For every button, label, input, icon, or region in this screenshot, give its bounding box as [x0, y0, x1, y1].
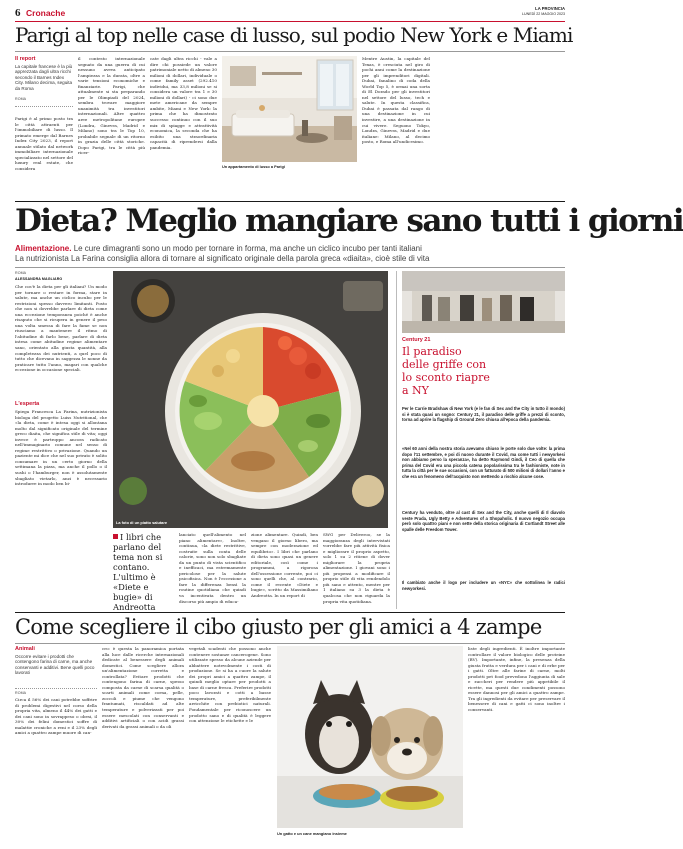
paper-name: LA PROVINCIA	[535, 6, 565, 11]
article3-rule	[15, 643, 565, 644]
issue-date: LUNEDÌ 22 MAGGIO 2023	[522, 12, 565, 16]
article3-place: ROMA	[15, 691, 27, 695]
article3-col2: cro: è questa la panoramica portata alla luce dalle ricerche internazionali dedicate al benessere degli animali domestici. Come scegliere allora un'alimentazione corretta e controllata? Evitare prodotti che contengono farina di carne, spesso composta da carne di scarsa qualità o scarti animali come corna, pelle, zoccoli e piume che vengono frantumati, riscaldati ad alte temperature e polverizzati per poi essere mescolati con conservanti e additivi artificiali o con acidi grassi derivati da grassi animali o da oli	[102, 646, 184, 729]
sidebar-headline: Il paradiso delle griffe con lo sconto riapre a NY	[402, 345, 490, 397]
article1-bottom-rule	[15, 201, 565, 202]
article2-col4: SWG per Deliveroo, se la maggioranza degli intervistati vorrebbe fare più attività fisica e migliorare il proprio aspetto, solo 1 su 2 ritiene di dover migliorare la propria alimentazione. I giovani sono i più propensi a modificare il proprio stile di vita rendendolo più sano e attento, mentre per 1 italiano su 3 la dieta è qualcosa che non riguarda la propria vita quotidiana.	[323, 532, 390, 604]
article2-bottom-rule	[15, 612, 565, 613]
article3-col1: Circa il 56% dei cani potrebbe soffrire di problemi digestivi nel corso della propria vita, almeno il 44% dei gatti e dei cani sono in sovrappeso o obesi, il 30% dei felini domestici soffre di malattie croniche a reni e il 23% degli amici a quattro zampe muore di can-	[15, 697, 97, 736]
article1-headline: Parigi al top nelle case di lusso, sul podio New York e Miami	[15, 23, 573, 47]
article1-col3: cate dagli ultra ricchi - vale a dire chi possiede un valore patrimoniale netto di almeno 30 milioni di dollari, individuale o come family asset (292.410 individui, ma 33,8 milioni se si considera un valore tra 1 e 30 milioni di dollari) - ci sono due mete americane da sempre ambite, Miami e New York: la prima che ha dimostrato successo continuo con il suo mix di spiagge e attrattività economica, la seconda che ha esibito una straordinaria capacità di riprendersi dalla pandemia.	[150, 56, 217, 150]
sidebar-text1: Per le Carrie Bradshaw di New York (e le fan di Sex and the City in tutto il mondo) si è stata quasi un sogno: Century 21, il paradiso delle griffe a prezzi di sconto, torna ad aprire la flagship di Ground Zero chiusa all'epoca della pandemia.	[402, 406, 565, 423]
article2-byline: ALESSANDRA MAGLIARO	[15, 277, 63, 281]
article1-place: ROMA	[15, 97, 27, 102]
article2-col1: Che cos'è la dieta per gli italiani? Un modo per tornare o restare in forma, stare in salute, ma anche un ciclico incubo per le restrizioni spesso davvero limitanti. Posto che non si dovrebbe parlare di dieta come una eccezione temporanea poiché è anche risaputo che si ricupera in genere il peso una volta smessa di fare la fame se non riusciamo a mantenere il ritmo di l'abitudine di farlo bene, parlare di dieta intesa come abitudine regime alimentare sano, orientato alla giusta quantità, alla completezza dei nutrienti, a quel poco di tutto che dicevano in saggezza le nonne da praticare tutto l'anno, magari con qualche eccezione in occasione speciali.	[15, 284, 107, 373]
article3-col3: vegetali scadenti che possono anche contenere sostanze cancerogene. Sono utilizzate spesso da alcune aziende per abbattere notevolmente i costi di produzione. Se si ha a cuore la salute dei propri amici a quattro zampe, il quindi meglio optare per prodotti a base di carne fresca. Preferire prodotti poco lavorati e cotti a basse temperature, preferibilmente arricchite con prebiotici naturali. Fondamentale per riconoscere un prodotto sano e di qualità è leggere con attenzione le etichette e le	[189, 646, 271, 724]
sidebar-photo	[402, 271, 565, 333]
article1-photo	[222, 56, 357, 162]
article2-expert-kicker: L'esperta	[15, 401, 40, 407]
page-header	[15, 6, 565, 20]
article1-rule	[15, 51, 565, 52]
article2-photo-caption: La foto di un piatto salutare	[116, 520, 168, 525]
sidebar-kicker: Century 21	[402, 337, 431, 343]
article2-deck-line1: Le cure dimagranti sono un modo per tornare in forma, ma anche un ciclico incubo per tanti italiani	[73, 244, 422, 253]
page-number: 6	[15, 7, 21, 19]
article3-photo-caption: Un gatto e un cane mangiano insieme	[277, 831, 347, 836]
sidebar-text2: «Nel 60 anni della nostra storia avevamo chiuso le porte solo due volte: la prima dopo l'11 settembre, e poi di nuovo durante il Covid, ma come tutti i newyorkesi non abbiamo perso la speranza», ha detto Raymond Gindi, il Ceo di quella che prima del Covid era una piccola catena popolarissima tra le fashioniste, note in tutta la città per le sue occasioni, con un fatturato di 500 milioni di dollari l'anno e che era un fenomeno dell'acquisto non mettendo a rischio alcune cose.	[402, 446, 565, 479]
article2-quote	[113, 532, 175, 612]
article1-side	[15, 56, 73, 101]
sidebar-text3: Century ha venduto, oltre al cast di Sex and the City, anche quelli di Il diavolo veste Prada, Ugly Betty e Adventures of a Shopaholic. Il nuovo negozio occupa però solo quattro piani e non sette della storica originaria di Cortlandt Street alle spalle delle Freedom Tower.	[402, 510, 565, 532]
article2-rule	[15, 267, 565, 268]
quote-marker	[113, 534, 118, 539]
article2-deck	[15, 244, 570, 264]
article2-deck-kicker: Alimentazione.	[15, 244, 72, 253]
article2-col3: zione alimentare. Quindi, ben vengano il giorno libero, ma sempre con moderazione ed equilibrio». I libri che parlano di dieta sono quasi un genere editoriale, così come i programmi, a rigorosa dell'ossessione corrente, poi ci sono quelli che, al contrario, come il recente «Diete e bugie», scritto da Massimiliano Andreotta. In un report di	[251, 532, 318, 599]
article1-photo-caption: Un appartamento di lusso a Parigi	[222, 164, 285, 169]
sidebar-text4: Il cambiato anche il logo per includere un «NYC» che sottolinea le radici newyorkesi.	[402, 580, 565, 591]
header-rule	[15, 21, 565, 22]
article2-place: ROMA	[15, 271, 27, 275]
article2-headline: Dieta? Meglio mangiare sano tutti i giorni	[15, 203, 683, 239]
article2-photo	[113, 271, 388, 528]
article3-headline: Come scegliere il cibo giusto per gli amici a 4 zampe	[15, 615, 542, 639]
article1-side-text: La capitale francese è la più apprezzata dagli ultra ricchi secondo il Barnes Index City. Milano decima, seguita da Roma	[15, 64, 73, 91]
article1-col4: Mentre Austin, la capitale del Texas, è cresciuta nel giro di pochi anni come la destinazione per gli imprenditori digitali. Dubai, fanalino di coda della World Top 5, è ormai una sorta di El Dorado per gli investitori nel settore del lusso, tech e salute. In questa classifica, Dubai è passata dal rango di una destinazione in cui investire, a una destinazione in cui vivere. Seguono Tokyo, Londra, Ginevra, Madrid e due italiane: Milano, al decimo posto, e Roma all'undicesimo.	[362, 56, 430, 145]
article2-deck-line2: La nutrizionista La Farina consiglia allora di tornare al significato originale della parola greca «diaita», cioè stile di vita	[15, 254, 430, 263]
article2-quote-text: I libri che parlano del tema non si contano. L'ultimo è «Diete e bugie» di Andreotta	[113, 532, 163, 612]
article3-side	[15, 646, 97, 676]
article1-kicker: Il report	[15, 56, 36, 62]
section-name: Cronache	[26, 8, 66, 18]
article2-col2: lanciato quell'alimento nel piano alimentare», Inoltre, continua, «la diete restrittive, costruite sulla conta delle calorie, sono non solo sbagliate da un punto di vista scientifico e inefficaci, ma estremamente pericolose per la salute psicofisica. Non è l'eccezione a fare la differenza bensì la routine quotidiana che quindi va incentivata dentro un discorso più ampio di educa-	[179, 532, 246, 604]
article2-col1b: Spiega Francesca La Farina, nutrizionista biologa del progetto Luiss Nutritional, che «la dieta, come è intesa oggi si allontana molto dal significato originale del termine greco diaita, che significa stile di vita; oggi invece è partroppo ancora radicato nell'immaginario comune nel senso di regime restrittivo o privazione. Quando un paziente mi dice che nel suo privato è solito consumare in un certo giorno della settimana la pizza, ma anche il pollo o il sushi o l'hamburger, non è assolutamente sbagliato vietarlo, anzi è necessario introdurre in modo ben bi-	[15, 409, 107, 487]
article3-photo	[277, 646, 463, 828]
article1-col2: il contesto internazionale segnato da una guerra di cui nessuno aveva anticipato l'ampiezza e la durata, oltre a varie tensioni economiche e finanziarie. Parigi, che attualmente si sta preparando per le Olimpiadi del 2024, sembra trovare maggiore unanimità tra investitori internazionali. Altre quattro aree metropolitane europee (Londra, Ginevra, Madrid e Milano) sono tra le Top 10, probabile segnale di un ritorno in grazia delle città storiche. Dopo Parigi, tra le città più ricer-	[78, 56, 145, 156]
article3-side-text: Occorre evitare i prodotti che contengono farina di carne, ma anche conservanti e additivi. Bene quelli poco lavorati	[15, 654, 95, 676]
article3-kicker: Animali	[15, 646, 35, 652]
article1-col1: Parigi è al primo posto tra le città attraenti per l'immobiliare di lusso. Il primato emerge dal Barnes Index City 2023, il report annuale stilato dal network immobiliare internazionale specializzato nel settore del luxury real estate, che considera	[15, 116, 73, 171]
article3-col4: liste degli ingredienti. È inoltre importante controllare il valore biologico delle proteine (BV). Importante, infine, la presenza della giusta frutta e verdura per i cani e di erbe per i gatti. Oltre alle farine di carne, molti prodotti pet food prevedono l'aggiunta di sale e zuccheri per rendere più appetibile il ricette, ma questi due condimenti possono essere dannosi per gli amici a quattro zampe. Tra gli ingredienti da evitare per preservare il benessere di cani e gatti ci sono inoltre i conservanti.	[468, 646, 565, 713]
sidebar-separator	[396, 271, 397, 609]
